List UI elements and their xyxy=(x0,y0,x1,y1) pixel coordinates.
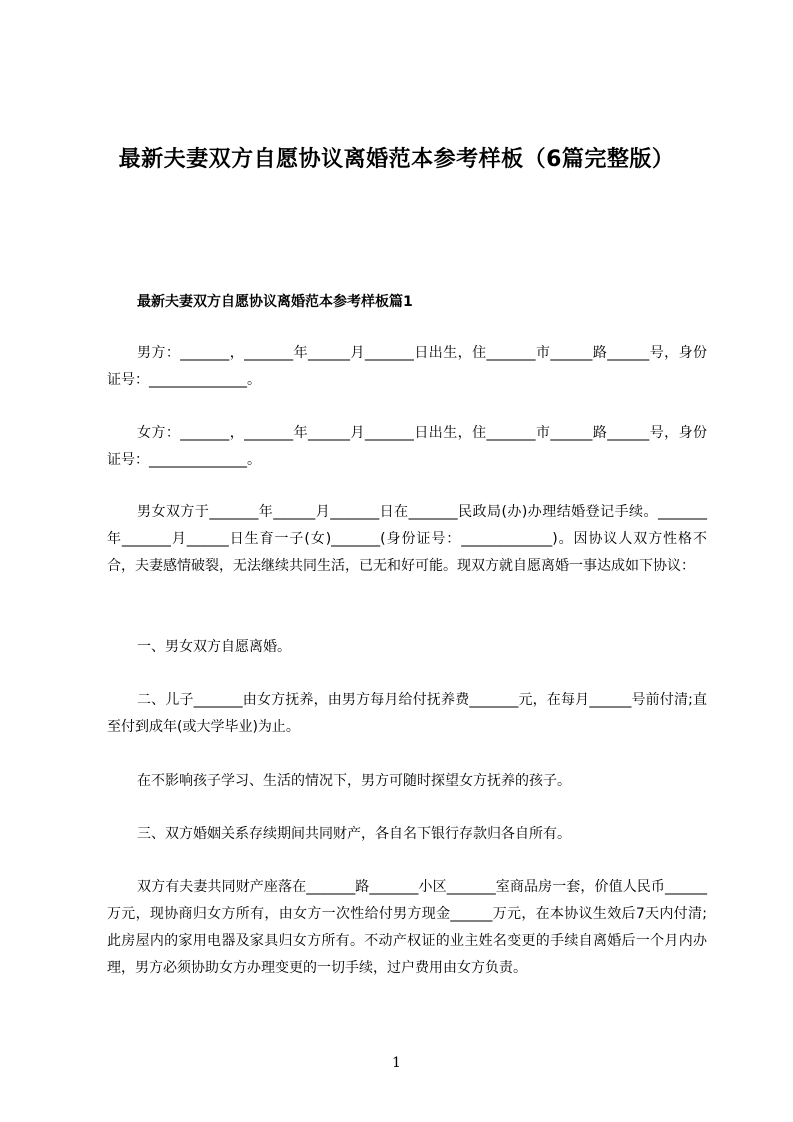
paragraph-male-party: 男方：_______，_______年______月_______日出生，住_______市______路______号，身份证号：______________。 xyxy=(107,345,707,388)
page-number: 1 xyxy=(392,1055,401,1071)
document-title: 最新夫妻双方自愿协议离婚范本参考样板（6篇完整版） xyxy=(118,147,675,172)
paragraph-marriage-info: 男女双方于_______年______月_______日在_______民政局(办)办理结婚登记手续。_______年_______月______日生育一子(女)_______(身份证号：_____________)。因协议人双方性格不合，夫妻感情破裂，无法继续共同生活，已无和好可能。现双方就自愿离婚一事达成如下协议： xyxy=(107,504,707,574)
section-heading: 最新夫妻双方自愿协议离婚范本参考样板篇1 xyxy=(137,294,413,310)
paragraph-clause-2: 二、儿子_______由女方抚养，由男方每月给付抚养费_______元，在每月______号前付清;直至付到成年(或大学毕业)为止。 xyxy=(107,692,707,735)
paragraph-female-party: 女方：_______，_______年______月_______日出生，住_______市______路______号，身份证号：______________。 xyxy=(107,425,707,468)
paragraph-clause-3: 三、双方婚姻关系存续期间共同财产，各自名下银行存款归各自所有。 xyxy=(137,826,571,842)
paragraph-clause-1: 一、男女双方自愿离婚。 xyxy=(137,639,291,655)
paragraph-visitation: 在不影响孩子学习、生活的情况下，男方可随时探望女方抚养的孩子。 xyxy=(137,773,571,789)
paragraph-property: 双方有夫妻共同财产座落在_______路_______小区_______室商品房一套，价值人民币______万元，现协商归女方所有，由女方一次性给付男方现金______万元，在本协议生效后7天内付清;此房屋内的家用电器及家具归女方所有。不动产权证的业主姓名变更的手续自离婚后一个月内办理，男方必须协助女方办理变更的一切手续，过户费用由女方负责。 xyxy=(107,879,707,976)
